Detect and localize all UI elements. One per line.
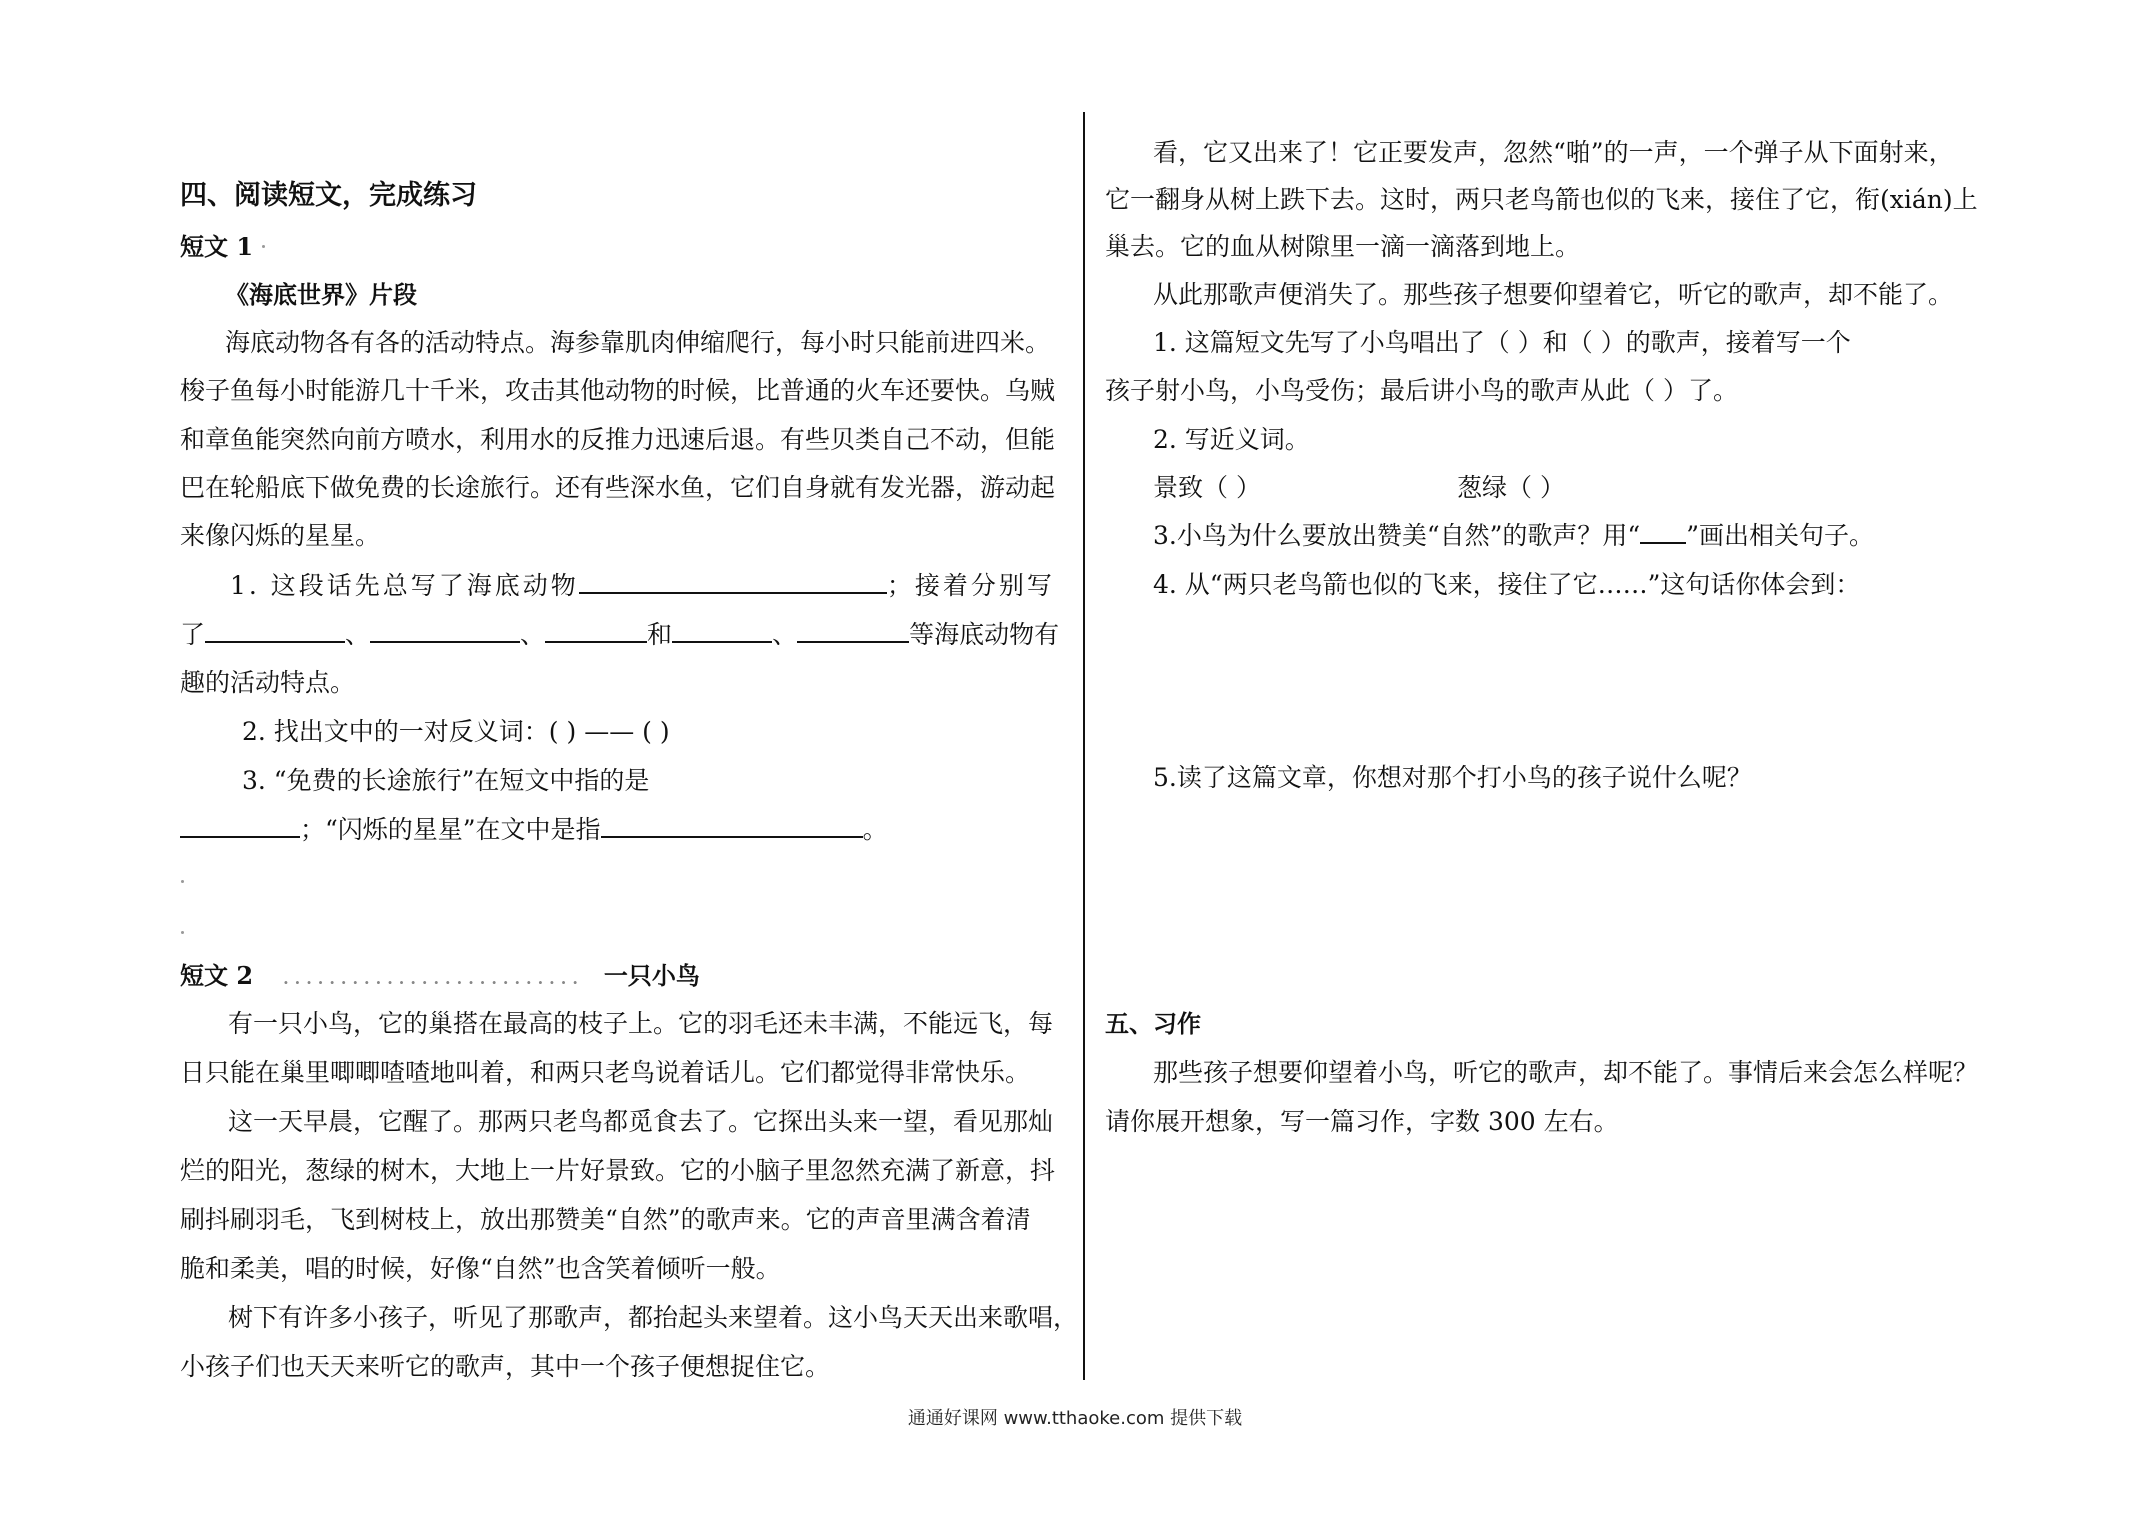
passage-1-line: 巴在轮船底下做免费的长途旅行。还有些深水鱼，它们自身就有发光器，游动起 — [180, 473, 1056, 502]
passage-1-title: 《海底世界》片段 — [225, 280, 417, 309]
p1-question-3-cont — [180, 814, 888, 846]
passage-2-line: 有一只小鸟，它的巢搭在最高的枝子上。它的羽毛还未丰满，不能远飞，每 — [228, 1009, 1054, 1038]
p1-q3-blank[interactable] — [601, 814, 863, 838]
passage-1-line: 来像闪烁的星星。 — [180, 521, 381, 550]
p1-q1-sep: 、 — [772, 620, 798, 649]
p1-q1-text: ；接着分别写 — [886, 571, 1055, 600]
p1-q3-text: ；“闪烁的星星”在文中是指 — [300, 815, 601, 844]
p1-q1-and: 和 — [647, 620, 673, 649]
p1-q1-blank[interactable] — [205, 619, 345, 643]
passage-2-line: 小孩子们也天天来听它的歌声，其中一个孩子便想捉住它。 — [180, 1352, 831, 1381]
p2-question-5: 5.读了这篇文章，你想对那个打小鸟的孩子说什么呢？ — [1153, 763, 1752, 792]
passage-1-line: 和章鱼能突然向前方喷水，利用水的反推力迅速后退。有些贝类自己不动，但能 — [180, 425, 1056, 454]
passage-2-cont-line: 巢去。它的血从树隙里一滴一滴落到地上。 — [1105, 232, 1581, 261]
passage-1-line: 海底动物各有各的活动特点。海参靠肌肉伸缩爬行，每小时只能前进四米。 — [225, 328, 1051, 357]
passage-2-line: 刷抖刷羽毛，飞到树枝上，放出那赞美“自然”的歌声来。它的声音里满含着清 — [180, 1205, 1031, 1234]
p2-q3-text: ”画出相关句子。 — [1686, 521, 1874, 550]
p2-q3-underline-sample — [1640, 520, 1686, 544]
stray-mark — [181, 880, 184, 883]
passage-2-line: 脆和柔美，唱的时候，好像“自然”也含笑着倾听一般。 — [180, 1254, 781, 1283]
passage-2-cont-line: 从此那歌声便消失了。那些孩子想要仰望着它，听它的歌声，却不能了。 — [1153, 280, 1954, 309]
section-5-line: 那些孩子想要仰望着小鸟，听它的歌声，却不能了。事情后来会怎么样呢？ — [1153, 1058, 1979, 1087]
p1-q1-text: 了 — [180, 620, 206, 649]
p1-q1-blank[interactable] — [370, 619, 520, 643]
p2-question-1-cont: 孩子射小鸟，小鸟受伤；最后讲小鸟的歌声从此（ ）了。 — [1105, 376, 1738, 405]
p1-question-3: 3. “免费的长途旅行”在短文中指的是 — [242, 766, 650, 795]
passage-1-label: 短文 1 — [180, 232, 254, 261]
p1-question-1 — [230, 570, 1055, 602]
passage-2-label: 短文 2 — [180, 961, 254, 990]
p1-q1-text: 1. 这段话先总写了海底动物 — [230, 571, 579, 600]
section-4-heading: 四、阅读短文，完成练习 — [180, 180, 477, 211]
passage-2-line: 树下有许多小孩子，听见了那歌声，都抬起头来望着。这小鸟天天出来歌唱， — [228, 1303, 1079, 1332]
p1-question-1-cont — [180, 619, 1059, 651]
stray-mark — [181, 931, 184, 934]
p2-q3-text: 3.小鸟为什么要放出赞美“自然”的歌声？用“ — [1153, 521, 1641, 550]
p2-question-4: 4. 从“两只老鸟箭也似的飞来，接住了它……”这句话你体会到： — [1153, 570, 1861, 599]
p1-q3-blank[interactable] — [180, 814, 300, 838]
dotted-leader: .......................... — [283, 969, 584, 988]
p1-q1-blank[interactable] — [545, 619, 647, 643]
p1-q1-text: 等海底动物有 — [909, 620, 1060, 649]
stray-mark — [262, 245, 265, 248]
footer-source: 通通好课网 www.tthaoke.com 提供下载 — [907, 1408, 1243, 1429]
p2-question-2: 2. 写近义词。 — [1153, 425, 1310, 454]
passage-2-line: 这一天早晨，它醒了。那两只老鸟都觅食去了。它探出头来一望，看见那灿 — [228, 1107, 1054, 1136]
passage-2-line: 烂的阳光，葱绿的树木，大地上一片好景致。它的小脑子里忽然充满了新意，抖 — [180, 1156, 1056, 1185]
p2-question-1: 1. 这篇短文先写了小鸟唱出了（ ）和（ ）的歌声，接着写一个 — [1153, 328, 1851, 357]
passage-2-cont-line: 它一翻身从树上跌下去。这时，两只老鸟箭也似的飞来，接住了它，衔(xián)上 — [1105, 185, 1978, 214]
passage-2-line: 日只能在巢里唧唧喳喳地叫着，和两只老鸟说着话儿。它们都觉得非常快乐。 — [180, 1058, 1031, 1087]
passage-2-header — [180, 960, 700, 995]
p2-question-3 — [1153, 520, 1874, 552]
section-5-line: 请你展开想象，写一篇习作，字数 300 左右。 — [1105, 1107, 1619, 1136]
passage-2-title: 一只小鸟 — [603, 961, 700, 990]
p1-q1-blank[interactable] — [672, 619, 772, 643]
p1-q1-blank[interactable] — [579, 570, 887, 594]
p2-q2-item: 葱绿（ ） — [1457, 473, 1565, 502]
p2-q2-item: 景致（ ） — [1153, 473, 1261, 502]
passage-2-cont-line: 看，它又出来了！它正要发声，忽然“啪”的一声，一个弹子从下面射来， — [1153, 138, 1954, 167]
p1-q1-sep: 、 — [345, 620, 371, 649]
section-5-heading: 五、习作 — [1105, 1009, 1201, 1038]
p1-question-2: 2. 找出文中的一对反义词：( ) —— ( ) — [242, 717, 670, 746]
p1-q1-sep: 、 — [520, 620, 546, 649]
column-divider — [1083, 112, 1085, 1380]
p1-q1-blank[interactable] — [797, 619, 909, 643]
passage-1-line: 梭子鱼每小时能游几十千米，攻击其他动物的时候，比普通的火车还要快。乌贼 — [180, 376, 1056, 405]
p1-q3-end: 。 — [862, 815, 888, 844]
p1-question-1-end: 趣的活动特点。 — [180, 668, 356, 697]
